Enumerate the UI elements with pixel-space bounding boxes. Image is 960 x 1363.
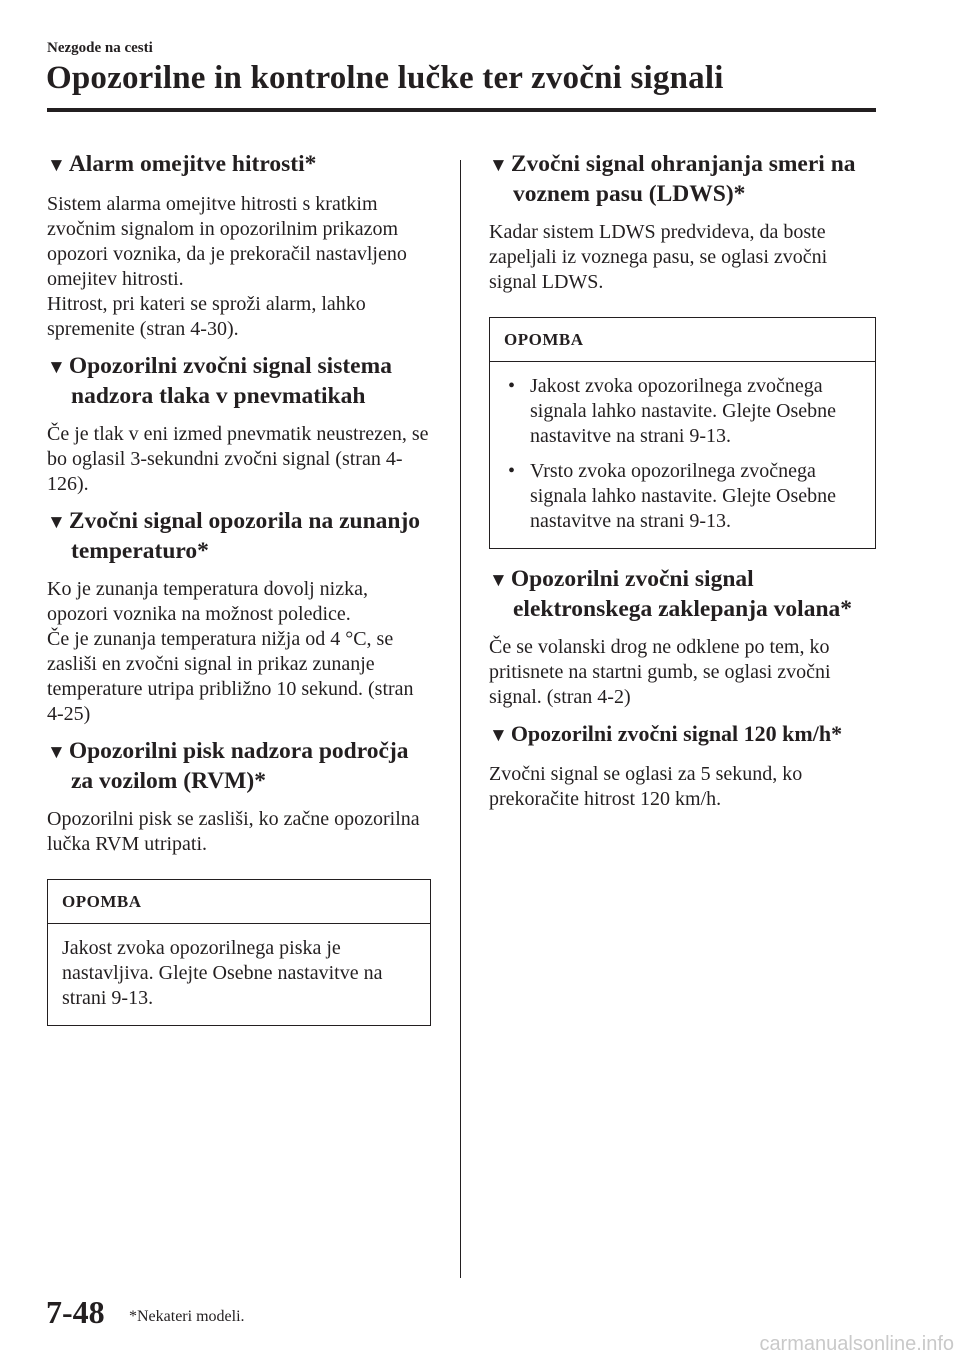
section-heading: ▼ Opozorilni zvočni signal sistema nadzora tlaka v pnevmatikah (47, 353, 392, 409)
section-rvm (47, 737, 431, 1026)
bullet-icon: • (508, 375, 516, 397)
paragraph: Ko je zunanja temperatura dovolj nizka, opozori voznika na možnost poledice. (47, 578, 368, 625)
column-divider (460, 160, 461, 1278)
paragraph: Zvočni signal se oglasi za 5 sekund, ko prekoračite hitrost 120 km/h. (489, 763, 803, 810)
paragraph: Če se volanski drog ne odklene po tem, ko pritisnete na startni gumb, se oglasi zvočni signal. (stran 4-2) (489, 636, 831, 708)
section-heading: ▼ Opozorilni pisk nadzora področja za vozilom (RVM)* (47, 738, 409, 794)
title-rule (47, 108, 876, 112)
page-title: Opozorilne in kontrolne lučke ter zvočni signali (46, 60, 724, 96)
triangle-down-icon: ▼ (489, 155, 508, 176)
section-outside-temperature (47, 507, 431, 727)
section-speed-alarm (47, 150, 431, 342)
paragraph: Kadar sistem LDWS predvideva, da boste zapeljali iz voznega pasu, se oglasi zvočni signal LDWS. (489, 221, 828, 293)
note-box (489, 317, 876, 549)
triangle-down-icon: ▼ (47, 512, 66, 533)
triangle-down-icon: ▼ (47, 742, 66, 763)
chapter-label: Nezgode na cesti (47, 40, 153, 56)
paragraph: Če je zunanja temperatura nižja od 4 °C, se zasliši en zvočni signal in prikaz zunanje temperature utripa približno 10 sekund. (stran 4-25) (47, 628, 414, 725)
paragraph: Sistem alarma omejitve hitrosti s kratkim zvočnim signalom in opozorilnim prikazom opozori voznika, da je prekoračil nastavljeno omejitev hitrosti. (47, 193, 407, 290)
column-left (47, 150, 431, 1042)
triangle-down-icon: ▼ (47, 357, 66, 378)
section-ldws (489, 150, 876, 549)
note-label: OPOMBA (490, 318, 875, 362)
section-heading: ▼ Opozorilni zvočni signal 120 km/h* (489, 721, 843, 746)
note-list (504, 374, 861, 534)
watermark: carmanualsonline.info (759, 1333, 954, 1355)
section-steering-lock (489, 565, 876, 710)
section-heading: ▼ Alarm omejitve hitrosti* (47, 151, 317, 177)
column-right (489, 150, 876, 822)
list-item: • Jakost zvoka opozorilnega zvočnega signala lahko nastavite. Glejte Osebne nastavitve na strani 9-13. (508, 375, 837, 447)
note-text: Jakost zvoka opozorilnega piska je nastavljiva. Glejte Osebne nastavitve na strani 9-13. (62, 937, 383, 1009)
paragraph: Če je tlak v eni izmed pnevmatik neustrezen, se bo oglasil 3-sekundni zvočni signal (stran 4-126). (47, 423, 429, 495)
footnote: *Nekateri modeli. (129, 1308, 245, 1325)
section-heading: ▼ Zvočni signal opozorila na zunanjo temperaturo* (47, 508, 421, 564)
triangle-down-icon: ▼ (47, 155, 66, 176)
note-label: OPOMBA (48, 880, 430, 924)
section-120kmh (489, 720, 876, 812)
triangle-down-icon: ▼ (489, 570, 508, 591)
list-item: • Vrsto zvoka opozorilnega zvočnega signala lahko nastavite. Glejte Osebne nastavitve na strani 9-13. (508, 460, 837, 532)
page-number: 7-48 (46, 1294, 105, 1330)
section-heading: ▼ Opozorilni zvočni signal elektronskega zaklepanja volana* (489, 566, 853, 622)
note-box (47, 879, 431, 1026)
paragraph: Hitrost, pri kateri se sproži alarm, lahko spremenite (stran 4-30). (47, 293, 366, 340)
triangle-down-icon: ▼ (489, 725, 508, 746)
section-tpms (47, 352, 431, 497)
note-body (490, 362, 875, 548)
section-heading: ▼ Zvočni signal ohranjanja smeri na voznem pasu (LDWS)* (489, 151, 856, 207)
bullet-icon: • (508, 460, 516, 482)
paragraph: Opozorilni pisk se zasliši, ko začne opozorilna lučka RVM utripati. (47, 808, 420, 855)
